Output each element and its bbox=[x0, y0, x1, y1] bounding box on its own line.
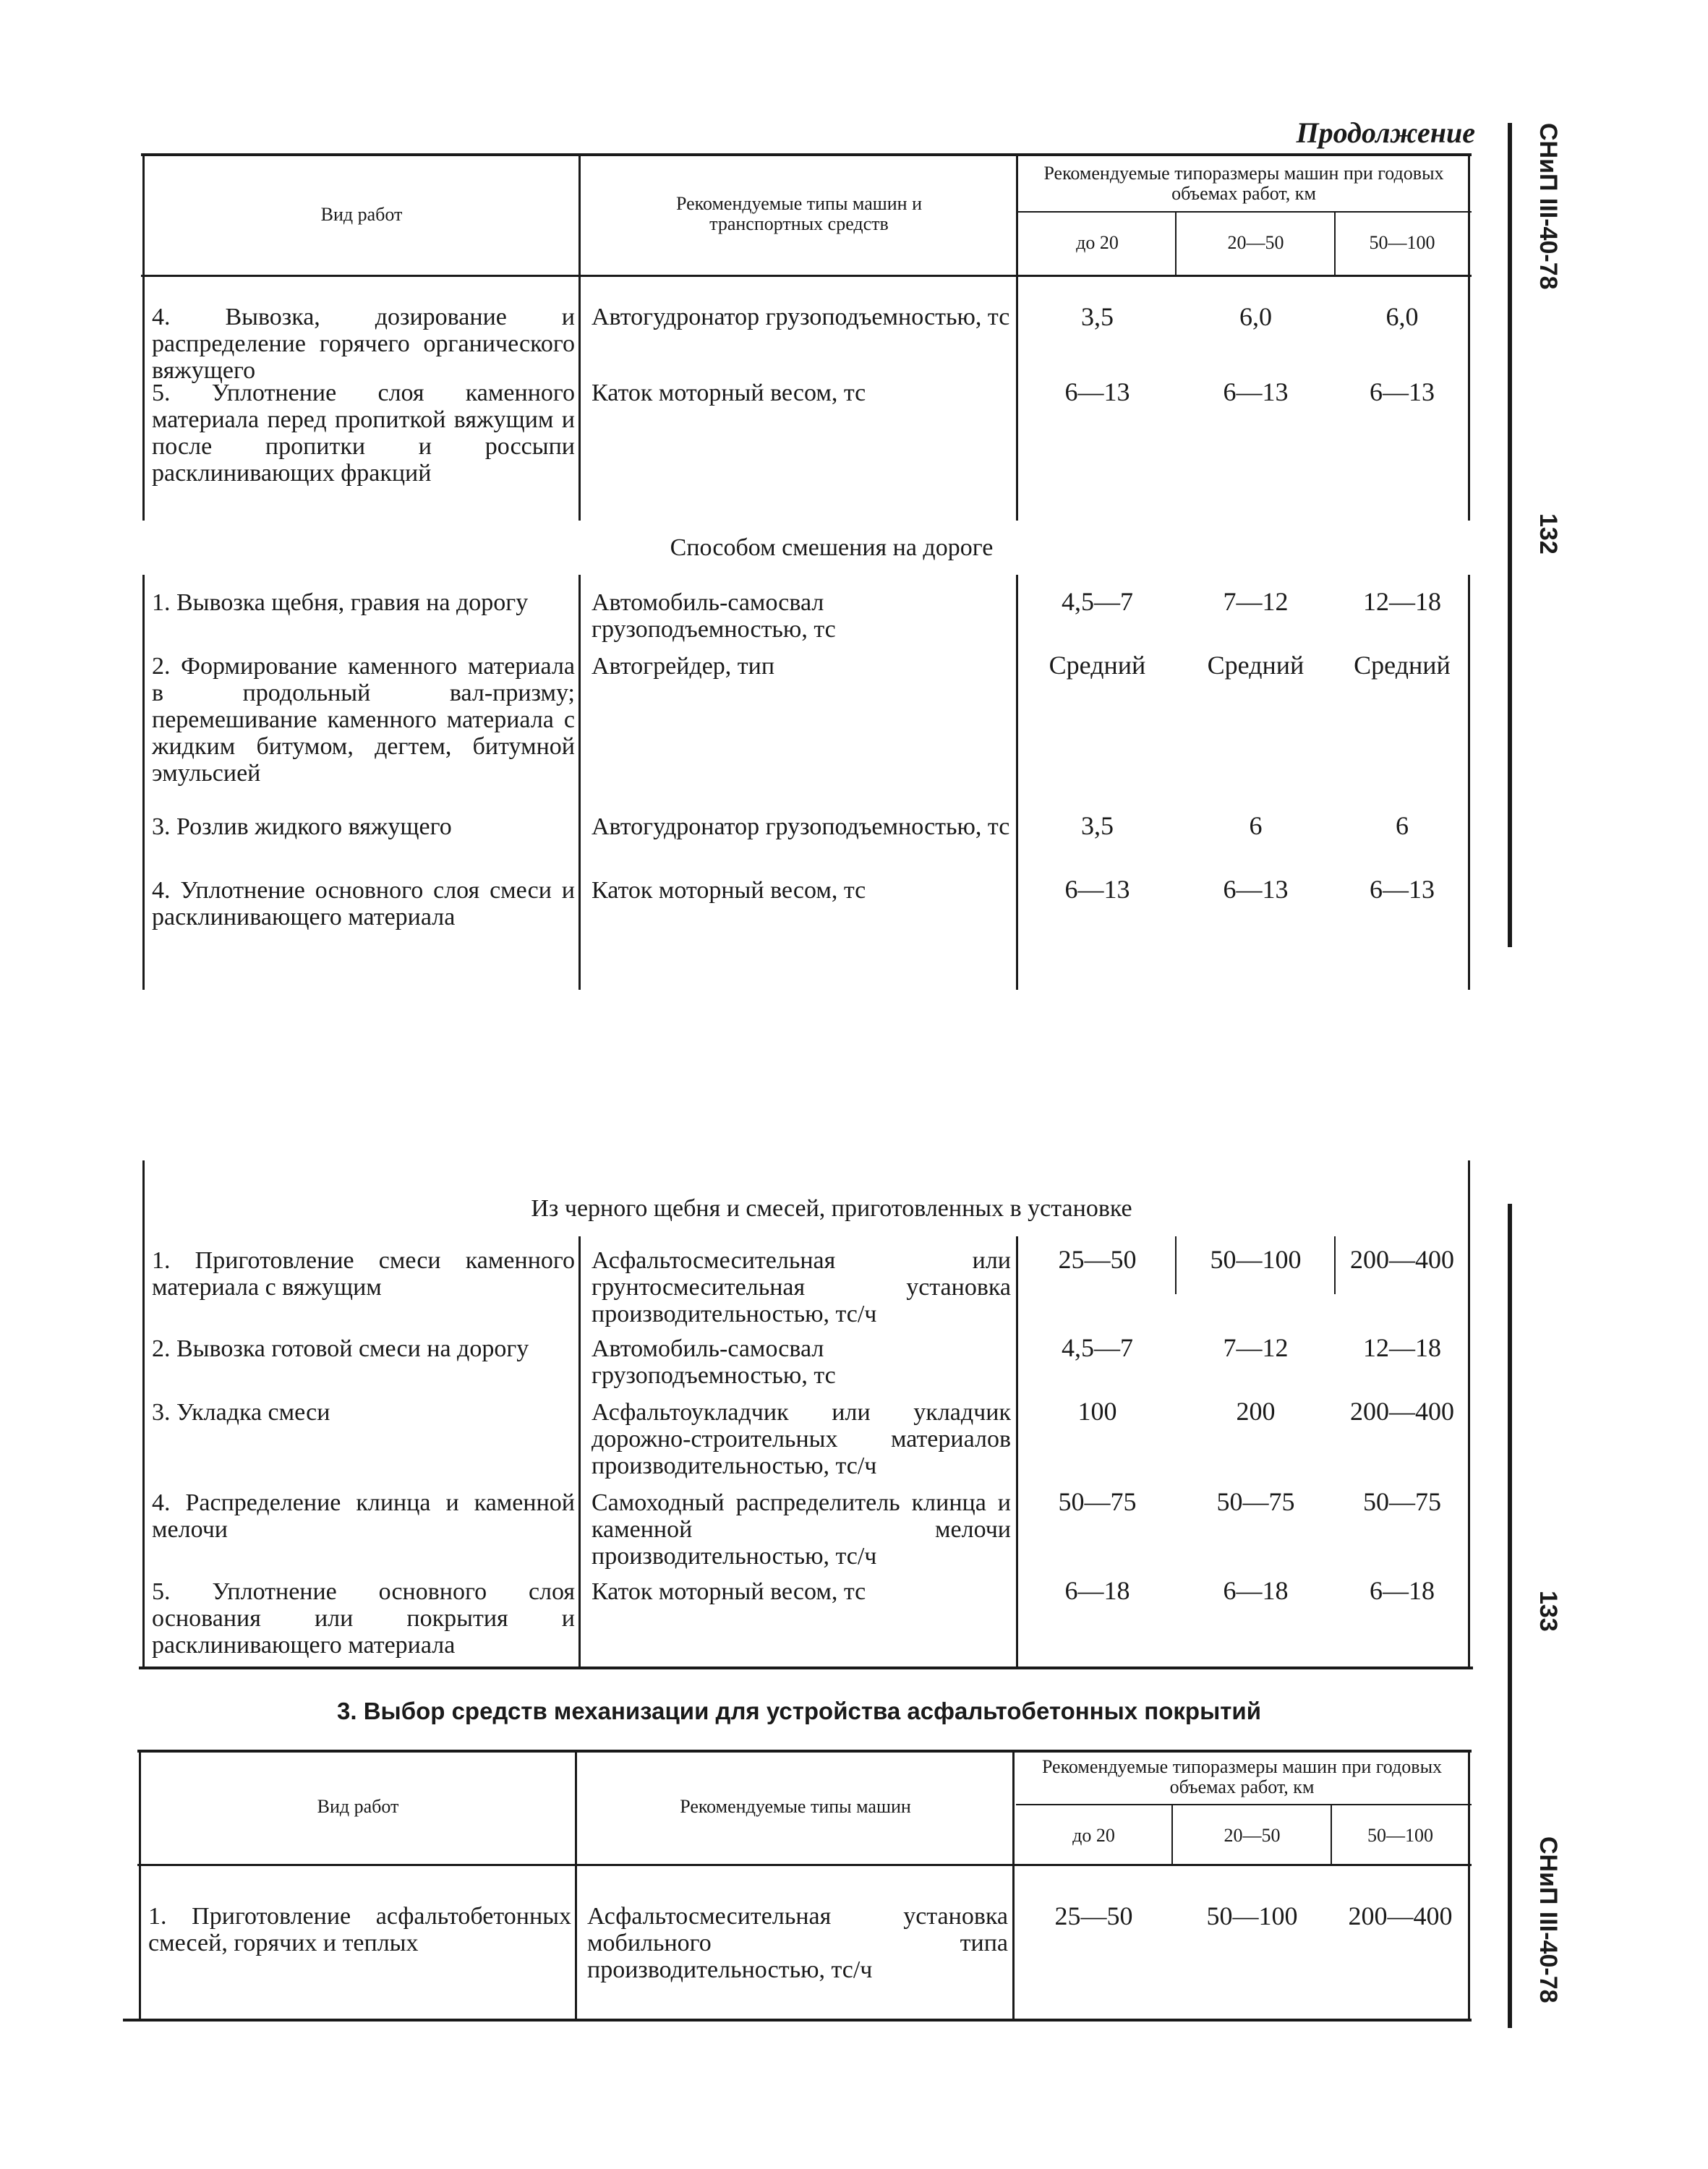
table1-row-a2-v2: 6—13 bbox=[1223, 377, 1289, 406]
table1-row-b4-v1: 6—13 bbox=[1064, 875, 1130, 904]
table3-top-rule bbox=[137, 1750, 1472, 1753]
table1-header-col3: 50—100 bbox=[1369, 232, 1435, 253]
table1-col-divider-3 bbox=[1175, 211, 1177, 276]
table1-row-a2-v1: 6—13 bbox=[1064, 377, 1130, 406]
table2-row1-machine: Асфальтосмесительная или грунтосмесительная установка производительностью, тс/ч bbox=[592, 1247, 1011, 1327]
table1-row-b4-work: 4. Уплотнение основного слоя смеси и расклинивающего материала bbox=[152, 877, 575, 931]
table2-row1-v2: 50—100 bbox=[1210, 1245, 1302, 1274]
table1-row-b2-v2: Средний bbox=[1207, 651, 1305, 680]
table2-row3-v2: 200 bbox=[1236, 1397, 1276, 1426]
table1-row-a1-machine: Автогудронатор грузоподъемностью, тс bbox=[592, 304, 1010, 330]
table3-subheader-rule bbox=[1016, 1804, 1472, 1805]
table2-row4-v3: 50—75 bbox=[1363, 1487, 1441, 1516]
table2-row4-v1: 50—75 bbox=[1058, 1487, 1137, 1516]
table3-header-machines: Рекомендуемые типы машин bbox=[680, 1796, 911, 1817]
table3-header-col3: 50—100 bbox=[1367, 1825, 1433, 1846]
table2-row5-v3: 6—18 bbox=[1370, 1576, 1435, 1605]
table1-col-divider-4 bbox=[1334, 211, 1336, 276]
table2-bottom-rule bbox=[139, 1667, 1473, 1669]
table1-row-b4-v3: 6—13 bbox=[1370, 875, 1435, 904]
table2-row4-work: 4. Распределение клинца и каменной мелочи bbox=[152, 1489, 575, 1543]
table1-row-a2-machine: Каток моторный весом, тс bbox=[592, 380, 866, 406]
table3-row1-v3: 200—400 bbox=[1348, 1901, 1453, 1930]
table2-row1-v3: 200—400 bbox=[1350, 1245, 1454, 1274]
table3-row1-v1: 25—50 bbox=[1054, 1901, 1133, 1930]
table3-right-border bbox=[1468, 1751, 1470, 2020]
table3-col-divider-2 bbox=[1012, 1751, 1015, 2020]
table1-row-a1-v2: 6,0 bbox=[1239, 302, 1272, 331]
table1-row-b4-machine: Каток моторный весом, тс bbox=[592, 877, 866, 904]
table1-row-a1-v3: 6,0 bbox=[1385, 302, 1419, 331]
table1-header-machines: Рекомендуемые типы машин и транспортных средств bbox=[675, 193, 922, 234]
table1-row-a1-work: 4. Вывозка, дозирование и распределение горячего органического вяжущего bbox=[152, 304, 575, 384]
table2-row1-work: 1. Приготовление смеси каменного материала с вяжущим bbox=[152, 1247, 575, 1301]
margin-page-133: 133 bbox=[1534, 1591, 1562, 1632]
table2-col-divider-2 bbox=[1016, 1236, 1018, 1667]
table1-top-rule bbox=[141, 153, 1472, 156]
table1-row-b1-machine: Автомобиль-самосвал грузоподъемностью, тс bbox=[592, 589, 836, 643]
table3-row1-work: 1. Приготовление асфальтобетонных смесей, горячих и теплых bbox=[148, 1903, 571, 1956]
table3-header-rule bbox=[137, 1864, 1472, 1866]
table3-row1-machine: Асфальтосмесительная установка мобильного типа производительностью, тс/ч bbox=[587, 1903, 1008, 1983]
table1-row-b3-work: 3. Розлив жидкого вяжущего bbox=[152, 813, 452, 840]
section-mixing-title: Способом смешения на дороге bbox=[670, 534, 994, 561]
table2-row3-v1: 100 bbox=[1077, 1397, 1117, 1426]
continuation-label: Продолжение bbox=[1296, 116, 1475, 149]
table2-row2-v3: 12—18 bbox=[1363, 1333, 1441, 1362]
table2-row3-v3: 200—400 bbox=[1350, 1397, 1454, 1426]
margin-page-132: 132 bbox=[1534, 513, 1562, 555]
table2-right-border bbox=[1468, 1160, 1470, 1667]
table2-row3-machine: Асфальтоукладчик или укладчик дорожно-строительных материалов производительностью, тс/ч bbox=[592, 1399, 1011, 1479]
table1-row-b3-v1: 3,5 bbox=[1081, 811, 1114, 840]
table2-row2-machine: Автомобиль-самосвал грузоподъемностью, тс bbox=[592, 1335, 836, 1389]
table3-col-divider-3 bbox=[1171, 1804, 1173, 1865]
table3-col-divider-4 bbox=[1331, 1804, 1332, 1865]
table2-row5-machine: Каток моторный весом, тс bbox=[592, 1578, 866, 1605]
table2-col-divider-1 bbox=[578, 1236, 581, 1667]
section-plant-title: Из черного щебня и смесей, приготовленных в установке bbox=[531, 1195, 1132, 1222]
margin-rule-bottom bbox=[1508, 1204, 1512, 2028]
table3-header-sizes: Рекомендуемые типоразмеры машин при годовых объемах работ, км bbox=[1041, 1756, 1443, 1797]
table1-header-col2: 20—50 bbox=[1227, 232, 1284, 253]
margin-code-bottom: СНиП III-40-78 bbox=[1534, 1836, 1562, 2003]
table1-row-b1-v3: 12—18 bbox=[1363, 587, 1441, 616]
table1-row-b1-v2: 7—12 bbox=[1223, 587, 1289, 616]
table1-row-a1-v1: 3,5 bbox=[1081, 302, 1114, 331]
table2-row5-v1: 6—18 bbox=[1064, 1576, 1130, 1605]
table1-row-b2-work: 2. Формирование каменного материала в продольный вал-призму; перемешивание каменного материала с жидким битумом, дегтем, битумной эмульсией bbox=[152, 653, 575, 787]
table3-left-border bbox=[139, 1751, 141, 2020]
table1-row-b3-v2: 6 bbox=[1249, 811, 1263, 840]
table1-row-a2-v3: 6—13 bbox=[1370, 377, 1435, 406]
table3-bottom-rule bbox=[123, 2019, 1472, 2022]
table2-row4-machine: Самоходный распределитель клинца и каменной мелочи производительностью, тс/ч bbox=[592, 1489, 1011, 1570]
table3-header-work: Вид работ bbox=[317, 1796, 399, 1817]
table2-row5-v2: 6—18 bbox=[1223, 1576, 1289, 1605]
table3-col-divider-1 bbox=[575, 1751, 577, 2020]
table2-row2-v1: 4,5—7 bbox=[1062, 1333, 1133, 1362]
margin-code-top: СНиП III-40-78 bbox=[1534, 123, 1562, 290]
table3-row1-v2: 50—100 bbox=[1206, 1901, 1298, 1930]
table1-row-b3-machine: Автогудронатор грузоподъемностью, тс bbox=[592, 813, 1010, 840]
table1-header-work: Вид работ bbox=[320, 204, 403, 225]
table1-row-a2-work: 5. Уплотнение слоя каменного материала перед пропиткой вяжущим и после пропитки и россыпи расклинивающих фракций bbox=[152, 380, 575, 487]
table2-row4-v2: 50—75 bbox=[1216, 1487, 1295, 1516]
table1-row-b4-v2: 6—13 bbox=[1223, 875, 1289, 904]
table1-row-b2-v1: Средний bbox=[1049, 651, 1146, 680]
table3-header-col2: 20—50 bbox=[1224, 1825, 1281, 1846]
table3-header-col1: до 20 bbox=[1072, 1825, 1115, 1846]
table1-row-b2-machine: Автогрейдер, тип bbox=[592, 653, 775, 680]
table2-left-border bbox=[142, 1160, 145, 1667]
table1-row-b1-work: 1. Вывозка щебня, гравия на дорогу bbox=[152, 589, 529, 616]
table1-row-b3-v3: 6 bbox=[1396, 811, 1409, 840]
table1-row-b2-v3: Средний bbox=[1354, 651, 1451, 680]
table2-row2-work: 2. Вывозка готовой смеси на дорогу bbox=[152, 1335, 529, 1362]
table1-header-rule bbox=[141, 275, 1472, 277]
table2-row3-work: 3. Укладка смеси bbox=[152, 1399, 330, 1426]
table2-col-divider-4 bbox=[1334, 1236, 1336, 1294]
table2-row1-v1: 25—50 bbox=[1058, 1245, 1137, 1274]
table1-subheader-rule bbox=[1016, 211, 1472, 213]
table2-row2-v2: 7—12 bbox=[1223, 1333, 1289, 1362]
margin-rule-top bbox=[1508, 123, 1512, 947]
table1-row-b1-v1: 4,5—7 bbox=[1062, 587, 1133, 616]
table3-title: 3. Выбор средств механизации для устройства асфальтобетонных покрытий bbox=[337, 1698, 1261, 1724]
table2-col-divider-3 bbox=[1175, 1236, 1177, 1294]
table1-header-sizes: Рекомендуемые типоразмеры машин при годовых объемах работ, км bbox=[1043, 163, 1444, 204]
table1-header-col1: до 20 bbox=[1076, 232, 1119, 253]
table2-row5-work: 5. Уплотнение основного слоя основания или покрытия и расклинивающего материала bbox=[152, 1578, 575, 1659]
